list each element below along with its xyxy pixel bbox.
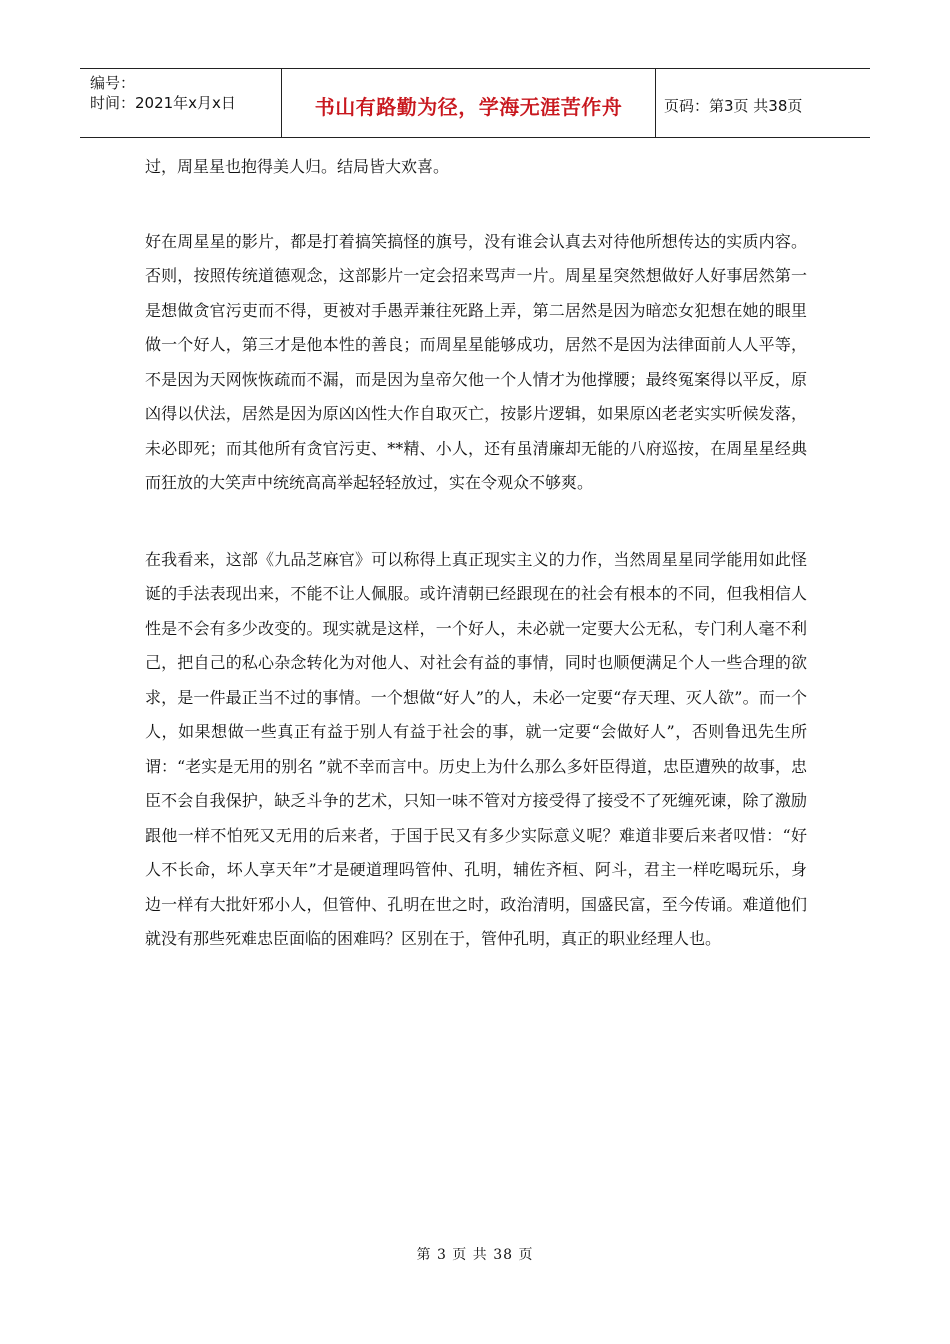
header-page-cell — [656, 69, 870, 137]
document-date-label: 时间：2021年x月x日 — [90, 94, 236, 112]
paragraph-spacer — [145, 501, 807, 543]
header-motto: 书山有路勤为径，学海无涯苦作舟 — [314, 94, 623, 119]
page-footer: 第 3 页 共 38 页 — [416, 1247, 534, 1263]
header-meta — [80, 69, 282, 137]
paragraph: 在我看来，这部《九品芝麻官》可以称得上真正现实主义的力作，当然周星星同学能用如此怪诞的手法表现出来，不能不让人佩服。或许清朝已经跟现在的社会有根本的不同，但我相信人性是不会有多少改变的。现实就是这样，一个好人，未必就一定要大公无私，专门利人毫不利己，把自己的私心杂念转化为对他人、对社会有益的事情，同时也顺便满足个人一些合理的欲求，是一件最正当不过的事情。一个想做“好人”的人，未必一定要“存天理、灭人欲”。而一个人，如果想做一些真正有益于别人有益于社会的事，就一定要“会做好人”，否则鲁迅先生所谓：“老实是无用的别名 ”就不幸而言中。历史上为什么那么多奸臣得道，忠臣遭殃的故事，忠臣不会自我保护，缺乏斗争的艺术，只知一味不管对方接受得了接受不了死缠死谏，除了激励跟他一样不怕死又无用的后来者，于国于民又有多少实际意义呢？难道非要后来者叹惜：“好人不长命，坏人享天年”才是硬道理吗管仲、孔明，辅佐齐桓、阿斗，君主一样吃喝玩乐，身边一样有大批奸邪小人，但管仲、孔明在世之时，政治清明，国盛民富，至今传诵。难道他们就没有那些死难忠臣面临的困难吗？区别在于，管仲孔明，真正的职业经理人也。 — [145, 549, 807, 948]
paragraph: 过，周星星也抱得美人归。结局皆大欢喜。 — [145, 157, 450, 176]
document-body — [145, 150, 807, 957]
paragraph-spacer — [145, 185, 807, 225]
header-page-number: 页码：第3页 共38页 — [664, 96, 803, 115]
paragraph: 好在周星星的影片，都是打着搞笑搞怪的旗号，没有谁会认真去对待他所想传达的实质内容。否则，按照传统道德观念，这部影片一定会招来骂声一片。周星星突然想做好人好事居然第一是想做贪官污吏而不得，更被对手愚弄兼往死路上弄，第二居然是因为暗恋女犯想在她的眼里做一个好人，第三才是他本性的善良；而周星星能够成功，居然不是因为法律面前人人平等，不是因为天网恢恢疏而不漏，而是因为皇帝欠他一个人情才为他撑腰；最终冤案得以平反，原凶得以伏法，居然是因为原凶凶性大作自取灭亡，按影片逻辑，如果原凶老老实实听候发落，未必即死；而其他所有贪官污吏、**精、小人，还有虽清廉却无能的八府巡按，在周星星经典而狂放的大笑声中统统高高举起轻轻放过，实在令观众不够爽。 — [145, 231, 807, 492]
header-motto-cell — [282, 69, 656, 137]
document-number-label: 编号： — [90, 74, 136, 92]
page-header — [80, 68, 870, 138]
